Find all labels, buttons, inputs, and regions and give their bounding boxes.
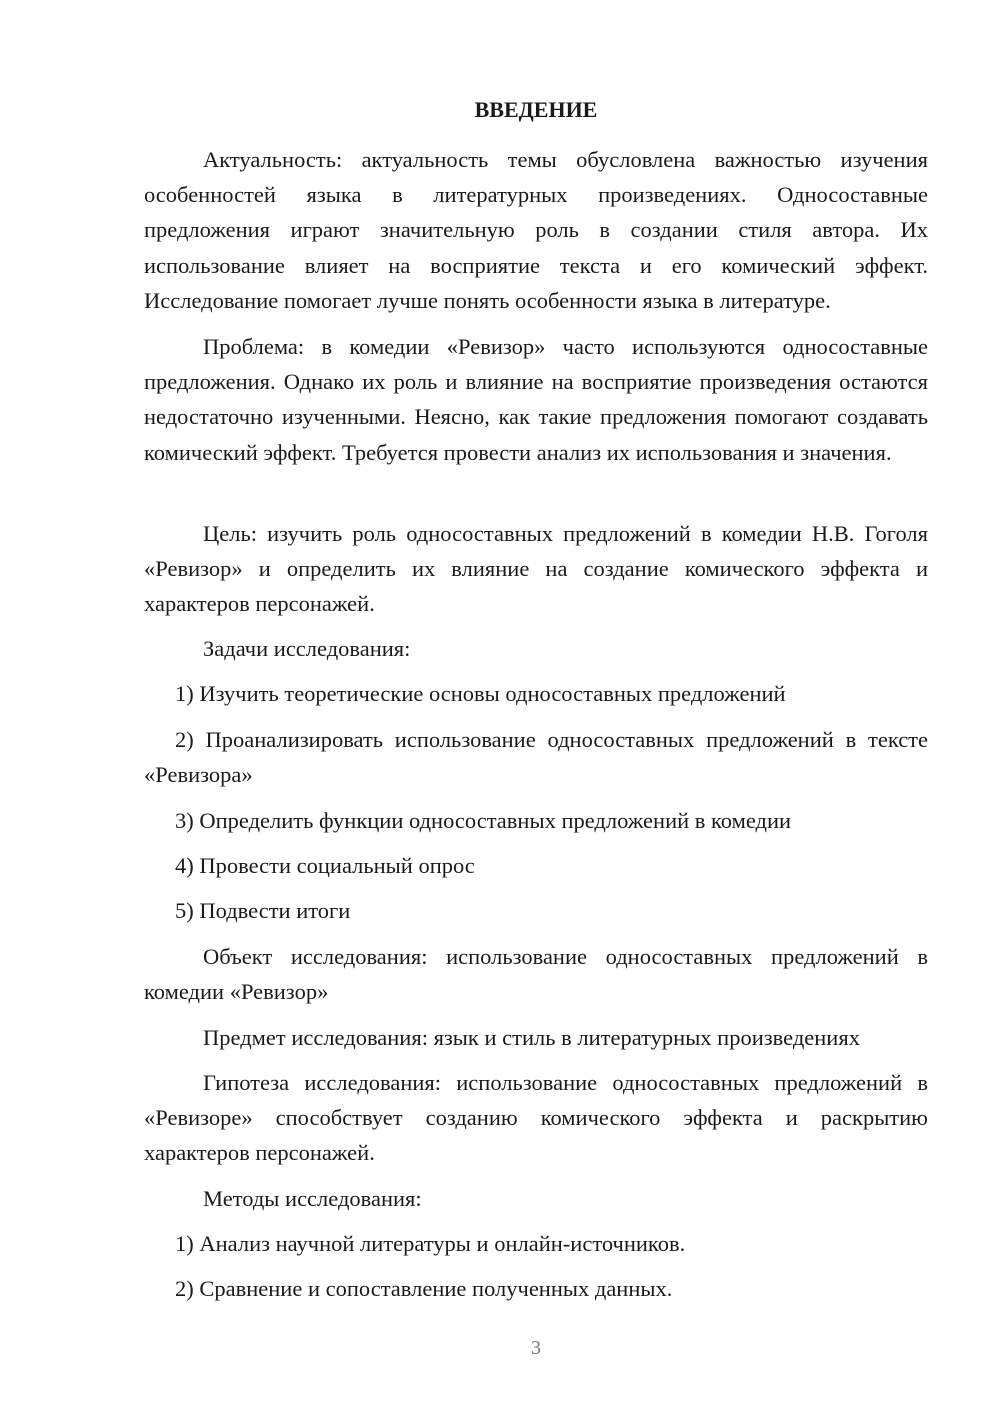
object-paragraph: Объект исследования: использование односоставных предложений в комедии «Ревизор» <box>144 944 928 1005</box>
task-item-1: 1) Изучить теоретические основы односоставных предложений <box>175 681 786 706</box>
subject-paragraph: Предмет исследования: язык и стиль в литературных произведениях <box>203 1025 860 1050</box>
method-item-1: 1) Анализ научной литературы и онлайн-источников. <box>175 1231 686 1256</box>
task-item-5: 5) Подвести итоги <box>175 898 351 923</box>
task-item-3: 3) Определить функции односоставных предложений в комедии <box>175 808 792 833</box>
goal-paragraph: Цель: изучить роль односоставных предложений в комедии Н.В. Гоголя «Ревизор» и определить их влияние на создание комического эффекта и характеров персонажей. <box>144 521 928 617</box>
page-number: 3 <box>531 1337 541 1359</box>
task-item-4: 4) Провести социальный опрос <box>175 853 475 878</box>
problem-paragraph: Проблема: в комедии «Ревизор» часто используются односоставные предложения. Однако их роль и влияние на восприятие произведения остаются недостаточно изученными. Неясно, как такие предложения помогают создавать комический эффект. Требуется провести анализ их использования и значения. <box>144 334 928 465</box>
page-title: ВВЕДЕНИЕ <box>474 97 598 122</box>
method-item-2: 2) Сравнение и сопоставление полученных данных. <box>175 1276 673 1301</box>
task-item-2: 2) Проанализировать использование односоставных предложений в тексте «Ревизора» <box>144 727 928 788</box>
tasks-heading: Задачи исследования: <box>203 636 411 661</box>
hypothesis-paragraph: Гипотеза исследования: использование односоставных предложений в «Ревизоре» способствует созданию комического эффекта и раскрытию характеров персонажей. <box>144 1070 928 1166</box>
relevance-paragraph: Актуальность: актуальность темы обусловлена важностью изучения особенностей языка в литературных произведениях. Односоставные предложения играют значительную роль в создании стиля автора. Их использование влияет на восприятие текста и его комический эффект. Исследование помогает лучше понять особенности языка в литературе. <box>144 147 928 313</box>
methods-heading: Методы исследования: <box>203 1186 422 1211</box>
